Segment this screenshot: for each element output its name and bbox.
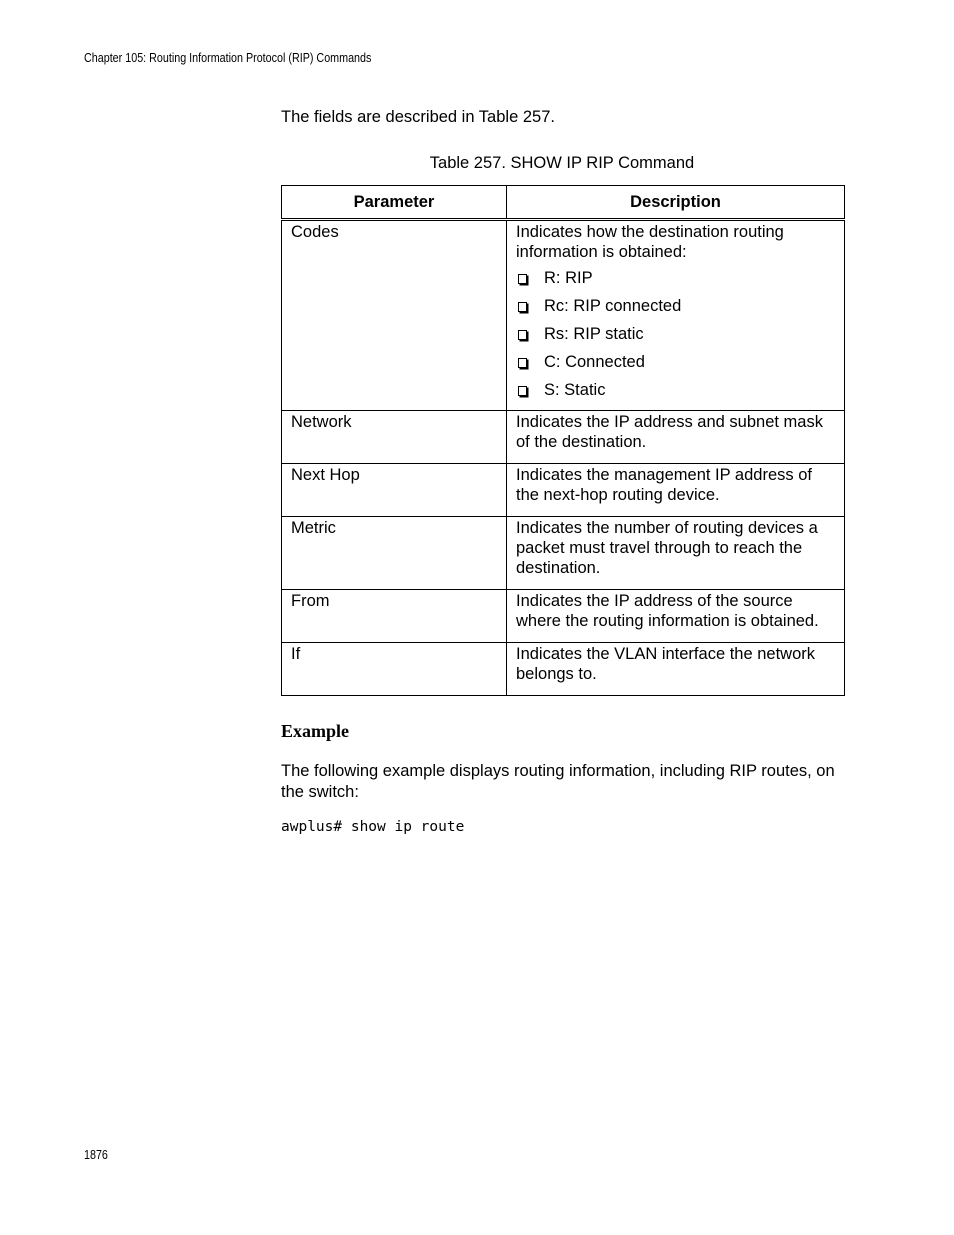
description-text: Indicates the IP address of the source where the routing information is obtained. — [516, 592, 819, 630]
list-item — [516, 324, 835, 352]
parameter-cell — [282, 464, 507, 517]
intro-text: The fields are described in Table 257. — [281, 108, 555, 126]
description-cell — [507, 590, 845, 643]
description-text: Indicates the number of routing devices a packet must travel through to reach the destination. — [516, 519, 818, 577]
box-bullet-icon — [518, 302, 527, 312]
description-cell — [507, 464, 845, 517]
description-cell — [507, 220, 845, 411]
table-row — [282, 590, 845, 643]
parameter-cell — [282, 220, 507, 411]
column-header-description: Description — [507, 186, 845, 220]
table-row — [282, 411, 845, 464]
example-description: The following example displays routing information, including RIP routes, on the switch: — [281, 762, 835, 801]
parameter-name: If — [291, 645, 301, 663]
box-bullet-icon — [518, 358, 527, 368]
description-cell — [507, 411, 845, 464]
parameter-cell — [282, 590, 507, 643]
description-cell — [507, 643, 845, 696]
box-bullet-icon — [518, 274, 527, 284]
parameter-cell — [282, 411, 507, 464]
list-item — [516, 268, 835, 296]
parameter-name: Codes — [291, 223, 339, 241]
box-bullet-icon — [518, 386, 527, 396]
description-text: Indicates the IP address and subnet mask of the destination. — [516, 413, 823, 451]
parameter-name: Network — [291, 413, 352, 431]
page-number: 1876 — [84, 1148, 108, 1162]
description-text: Indicates the VLAN interface the network belongs to. — [516, 645, 815, 683]
box-bullet-icon — [518, 330, 527, 340]
description-cell — [507, 517, 845, 590]
code-label: Rs: RIP static — [544, 325, 644, 343]
code-label: S: Static — [544, 381, 606, 399]
code-example: awplus# show ip route — [281, 819, 465, 835]
parameter-table — [281, 185, 845, 696]
example-heading: Example — [281, 721, 350, 741]
list-item — [516, 296, 835, 324]
codes-list — [516, 268, 835, 406]
list-item — [516, 352, 835, 380]
description-text: Indicates the management IP address of the next-hop routing device. — [516, 466, 812, 504]
table-caption: Table 257. SHOW IP RIP Command — [429, 154, 695, 172]
table-row — [282, 643, 845, 696]
table-header-row — [282, 186, 845, 220]
code-label: R: RIP — [544, 269, 593, 287]
code-label: C: Connected — [544, 353, 645, 371]
code-label: Rc: RIP connected — [544, 297, 682, 315]
parameter-cell — [282, 517, 507, 590]
parameter-name: Next Hop — [291, 466, 360, 484]
table-row — [282, 517, 845, 590]
column-header-parameter: Parameter — [282, 186, 507, 220]
parameter-name: From — [291, 592, 330, 610]
parameter-cell — [282, 643, 507, 696]
description-text: Indicates how the destination routing information is obtained: — [516, 223, 784, 261]
running-header: Chapter 105: Routing Information Protocol (RIP) Commands — [84, 51, 372, 65]
parameter-name: Metric — [291, 519, 336, 537]
table-row — [282, 220, 845, 411]
list-item — [516, 380, 835, 406]
table-row — [282, 464, 845, 517]
